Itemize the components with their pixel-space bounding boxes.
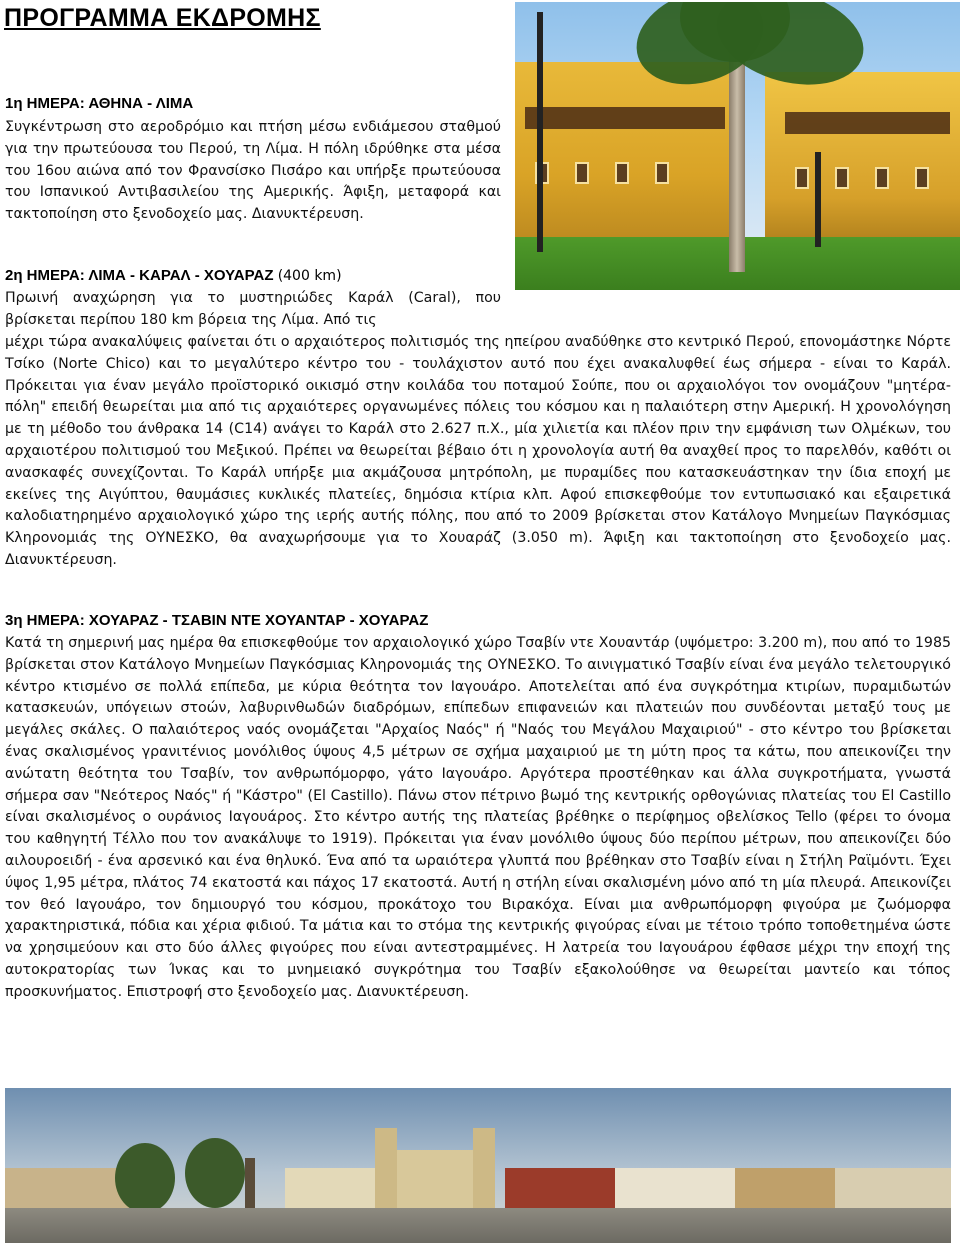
photo-balcony [525, 107, 725, 129]
day1-heading [5, 95, 193, 112]
lima-panorama-photo [5, 1088, 951, 1243]
day3-heading [5, 612, 428, 629]
photo-building [615, 1168, 735, 1213]
photo-palm [115, 1143, 175, 1213]
photo-window [875, 167, 889, 189]
day1-heading-text: 1η ΗΜΕΡΑ: ΑΘΗΝΑ - ΛΙΜΑ [5, 95, 194, 112]
photo-window [915, 167, 929, 189]
photo-monument [245, 1158, 255, 1213]
lima-plaza-photo [515, 2, 960, 290]
photo-building [505, 1168, 615, 1213]
day2-paragraph-start: Πρωινή αναχώρηση για το μυστηριώδες Καράλ (Caral), που βρίσκεται περίπου 180 km βόρεια της Λίμα. Από τις [5, 290, 501, 328]
photo-palm [185, 1138, 245, 1208]
day3-paragraph: Κατά τη σημερινή μας ημέρα θα επισκεφθούμε τον αρχαιολογικό χώρο Τσαβίν ντε Χουαντάρ (υψόμετρο: 3.200 m), που από το 1985 βρίσκεται στον Κατάλογο Μνημείων Παγκόσμιας Κληρονομιάς της ΟΥΝΕΣΚΟ. Το αινιγματικό Τσαβίν είναι ένα μεγάλο τελετουργικό κέντρο κτισμένο σε πολλά επίπεδα, με κύρια θεότητα τον Ιαγουάρο. Αποτελείται από ένα συγκρότημα κτιρίων, πυραμιδωτών κατασκευών, υπόγειων στοών, λαβυρινθωδών διαδρόμων, επίπεδων επιφανειών και πλατειών που συνδέονται μεταξύ τους με μεγάλες σκάλες. Ο παλαιότερος ναός ονομάζεται "Αρχαίος Ναός" ή "Ναός του Μεγάλου Μαχαιριού" - στο κέντρο του βρίσκεται ένας σκαλισμένος γρανιτένιος μονόλιθος ύψους 4,5 μέτρων σε σχήμα μαχαιριού με τη μύτη προς τα κάτω, που απεικονίζει την ανώτατη θεότητα του Τσαβίν, τον ανθρωπόμορφο, γάτο Ιαγουάρο. Αργότερα προστέθηκαν και άλλα συγκροτήματα, γνωστά σήμερα σαν "Νεότερος Ναός" ή "Κάστρο" (El Castillo). Πάνω στον πέτρινο βωμό της κεντρικής ορθογώνιας πλατείας του El Castillo είναι σκαλισμένος ο ουράνιος Ιαγουάρος. Στο κέντρο αυτής της πλατείας βρέθηκε ο περίφημος οβελίσκος Tello (φέρει το όνομα του καθηγητή Τέλλο που τον ανακάλυψε το 1919). Πρόκειται για έναν μονόλιθο ύψους δύο περίπου μέτρων, που απεικονίζει δύο αιλουροειδή - ένα αρσενικό και ένα θηλυκό. Ένα από τα ωραιότερα γλυπτά που βρέθηκαν στο Τσαβίν είναι η Στήλη Ραϊμόντι. Έχει ύψος 1,95 μέτρα, πλάτος 74 εκατοστά και πάχος 17 εκατοστά. Αυτή η στήλη είναι σκαλισμένη μόνο από τη μία πλευρά. Απεικονίζει τον θεό Ιαγουάρο, τον δημιουργό του κόσμου, προκάτοχο του Βιρακόχα. Είναι μια ανθρωπόμορφη φιγούρα με ζωόμορφα χαρακτηριστικά, πόδια και χέρια φιδιού. Τα μάτια και το στόμα της κεντρικής φιγούρας είναι με τέτοιο τρόπο τοποθετημένα ώστε να χρησιμεύουν και στο δύο άλλες φιγούρες που είναι αντεστραμμένες. Η λατρεία του Ιαγουάρου έφθασε μέχρι την εποχή της αυτοκρατορίας των Ίνκας και το μνημειακό συγκρότημα του Τσαβίν εξακολούθησε να θεωρείται μαντείο και τόπος προσκυνήματος. Επιστροφή στο ξενοδοχείο μας. Διανυκτέρευση. [5, 635, 951, 1000]
photo-cathedral-tower [375, 1128, 397, 1212]
day2-paragraph-cont: μέχρι τώρα ανακαλύψεις φαίνεται ότι ο αρχαιότερος πολιτισμός της ηπείρου αναδύθηκε στο κεντρικό Περού, επονομάστηκε Νόρτε Τσίκο (Norte Chico) και το μεγαλύτερο κέντρο του - τουλάχιστον αυτό που έχει ανακαλυφθεί έως σήμερα - είναι το Καράλ. Πρόκειται για έναν μεγάλο προϊστορικό οικισμό στην κοιλάδα του ποταμού Σούπε, που οι αρχαιολόγοι τον ονομάζουν "μητέρα-πόλη" επειδή θεωρείται μια από τις αρχαιότερες οργανωμένες πόλεις του κόσμου και η παλαιότερη στην Αμερική. Η χρονολόγηση με τη μέθοδο του άνθρακα 14 (C14) ανάγει το Καράλ στο 2.627 π.Χ., μία χιλιετία και πλέον πριν την εμφάνιση των Ολμέκων, του αρχαιοτέρου πολιτισμού του Μεξικού. Πρέπει να θεωρείται βέβαιο ότι η χρονολογία αυτή θα αναχθεί προς το παρελθόν, καθότι οι ανασκαφές συνεχίζονται. Το Καράλ υπήρξε μια ακμάζουσα μητρόπολη, με πυραμίδες που κατασκευάστηκαν την ίδια εποχή με εκείνες της Αιγύπτου, θαυμάσιες κυκλικές πλατείες, δημόσια κτίρια κλπ. Αφού επισκεφθούμε τον εντυπωσιακό και εξαιρετικά καλοδιατηρημένο αρχαιολογικό χώρο της ιερής αυτής πόλης, που από το 2009 βρίσκεται στον Κατάλογο Μνημείων Παγκόσμιας Κληρονομιάς της ΟΥΝΕΣΚΟ, θα αναχωρήσουμε για το Χουαράζ (3.050 m). Άφιξη και τακτοποίηση στο ξενοδοχείο μας. Διανυκτέρευση. [5, 334, 951, 568]
photo-lamppost [815, 152, 821, 247]
photo-building-left [515, 62, 745, 252]
photo-window [835, 167, 849, 189]
day3-heading-text: 3η ΗΜΕΡΑ: ΧΟΥΑΡΑΖ - ΤΣΑΒΙΝ ΝΤΕ ΧΟΥΑΝΤΑΡ - ΧΟΥΑΡΑΖ [5, 612, 429, 629]
day2-heading-text: 2η ΗΜΕΡΑ: ΛΙΜΑ - ΚΑΡΑΛ - ΧΟΥΑΡΑΖ [5, 267, 274, 284]
photo-street [5, 1208, 951, 1243]
photo-window [575, 162, 589, 184]
photo-building-right [765, 72, 960, 252]
page-title: ΠΡΟΓΡΑΜΜΑ ΕΚΔΡΟΜΗΣ [4, 4, 321, 32]
photo-building [285, 1168, 375, 1213]
day2-distance: (400 km) [277, 268, 342, 284]
photo-balcony [785, 112, 950, 134]
day1-paragraph: Συγκέντρωση στο αεροδρόμιο και πτήση μέσω ενδιάμεσου σταθμού για την πρωτεύουσα του Περού, τη Λίμα. Η πόλη ιδρύθηκε στα μέσα του 16ου αιώνα από τον Φρανσίσκο Πισάρο και υπήρξε πρωτεύουσα του Ισπανικού Αντιβασιλείου της Αμερικής. Άφιξη, μεταφορά και τακτοποίηση στο ξενοδοχείο μας. Διανυκτέρευση. [5, 119, 501, 223]
photo-lamppost [537, 12, 543, 252]
photo-window [615, 162, 629, 184]
photo-building [835, 1168, 951, 1213]
photo-palm-trunk [729, 42, 745, 272]
day2-heading [5, 267, 342, 284]
photo-window [795, 167, 809, 189]
photo-cathedral-tower [473, 1128, 495, 1212]
photo-building [735, 1168, 835, 1213]
photo-window [655, 162, 669, 184]
